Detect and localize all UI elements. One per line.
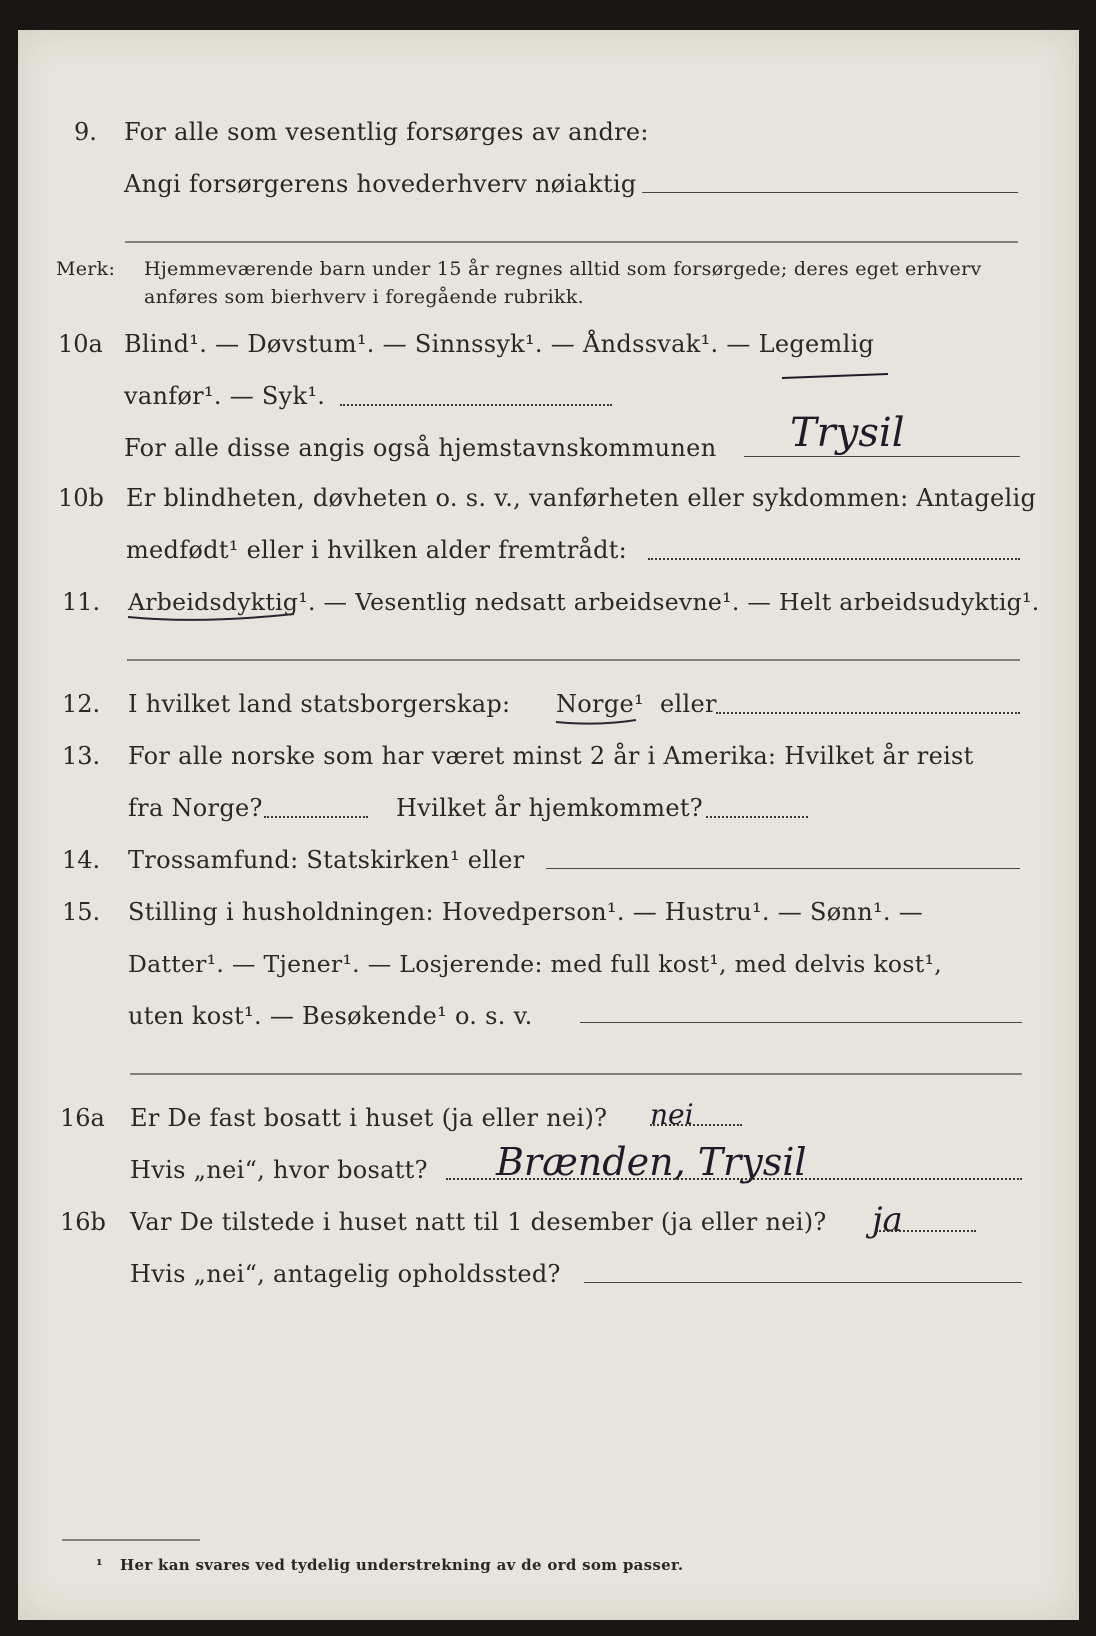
q14-trossamfund-field[interactable] (546, 868, 1020, 869)
q10a-number: 10a (58, 330, 103, 358)
q10a-line2: vanfør¹. — Syk¹. (124, 382, 326, 410)
q16a-line1: Er De fast bosatt i huset (ja eller nei)? (130, 1104, 608, 1132)
q16b-line1: Var De tilstede i huset natt til 1 desember (ja eller nei)? (130, 1208, 827, 1236)
q9-number: 9. (74, 118, 97, 146)
q13-line2a: fra Norge? (128, 794, 263, 822)
q10b-line1: Er blindheten, døvheten o. s. v., vanførheten eller sykdommen: Antagelig (126, 484, 1037, 512)
q13-line2b: Hvilket år hjemkommet? (396, 794, 703, 822)
q15-line3: uten kost¹. — Besøkende¹ o. s. v. (128, 1002, 533, 1030)
q14-line1: Trossamfund: Statskirken¹ eller (128, 846, 525, 874)
q12-norge: Norge¹ (556, 690, 644, 718)
q15-line2: Datter¹. — Tjener¹. — Losjerende: med full kost¹, med delvis kost¹, (128, 950, 942, 978)
q11-number: 11. (62, 588, 101, 616)
q10b-number: 10b (58, 484, 104, 512)
merk-line2: anføres som bierhverv i foregående rubrikk. (144, 286, 584, 308)
q16b-answer1-handwritten: ja (872, 1200, 903, 1240)
q16b-number: 16b (60, 1208, 106, 1236)
q14-number: 14. (62, 846, 101, 874)
q15-line1: Stilling i husholdningen: Hovedperson¹. — Hustru¹. — Sønn¹. — (128, 898, 924, 926)
q10a-answer-handwritten: Trysil (790, 410, 905, 456)
q13-number: 13. (62, 742, 101, 770)
q10a-kommune-field[interactable] (744, 456, 1020, 457)
q13-line1: For alle norske som har været minst 2 år i Amerika: Hvilket år reist (128, 742, 974, 770)
q10b-alder-field[interactable] (648, 558, 1020, 560)
q12-number: 12. (62, 690, 101, 718)
q12-line1: I hvilket land statsborgerskap: (128, 690, 511, 718)
q16a-hvor-field[interactable] (446, 1178, 1022, 1180)
merk-line1: Hjemmeværende barn under 15 år regnes alltid som forsørgede; deres eget erhverv (144, 258, 982, 280)
q12-land-field[interactable] (716, 712, 1020, 714)
q11-line1: Arbeidsdyktig¹. — Vesentlig nedsatt arbeidsevne¹. — Helt arbeidsudyktig¹. (128, 588, 1040, 616)
q16b-line2: Hvis „nei“, antagelig opholdssted? (130, 1260, 561, 1288)
q16a-bosatt-field[interactable] (650, 1124, 742, 1126)
q9-answer-field[interactable] (642, 192, 1018, 193)
q16b-opholdssted-field[interactable] (584, 1282, 1022, 1283)
q13-reist-field[interactable] (264, 816, 368, 818)
q10b-line2: medfødt¹ eller i hvilken alder fremtrådt: (126, 536, 628, 564)
q15-field[interactable] (580, 1022, 1022, 1023)
q12-eller: eller (660, 690, 717, 718)
q15-number: 15. (62, 898, 101, 926)
q9-line1: For alle som vesentlig forsørges av andre: (124, 118, 649, 146)
footnote-text: Her kan svares ved tydelig understrekning av de ord som passer. (120, 1556, 684, 1574)
q9-line2: Angi forsørgerens hovederhverv nøiaktig (124, 170, 637, 198)
merk-label: Merk: (56, 258, 116, 280)
q10a-line3: For alle disse angis også hjemstavnskommunen (124, 434, 717, 462)
q13-hjemkommet-field[interactable] (706, 816, 808, 818)
q10a-syk-field[interactable] (340, 404, 612, 406)
q16a-answer1-handwritten: nei (650, 1098, 694, 1131)
q16a-line2: Hvis „nei“, hvor bosatt? (130, 1156, 428, 1184)
q16a-answer2-handwritten: Brænden, Trysil (496, 1140, 807, 1184)
q16a-number: 16a (60, 1104, 105, 1132)
q10a-line1: Blind¹. — Døvstum¹. — Sinnssyk¹. — Åndssvak¹. — Legemlig (124, 330, 875, 358)
footnote-mark: ¹ (96, 1556, 103, 1574)
q16b-natt-field[interactable] (876, 1230, 976, 1232)
